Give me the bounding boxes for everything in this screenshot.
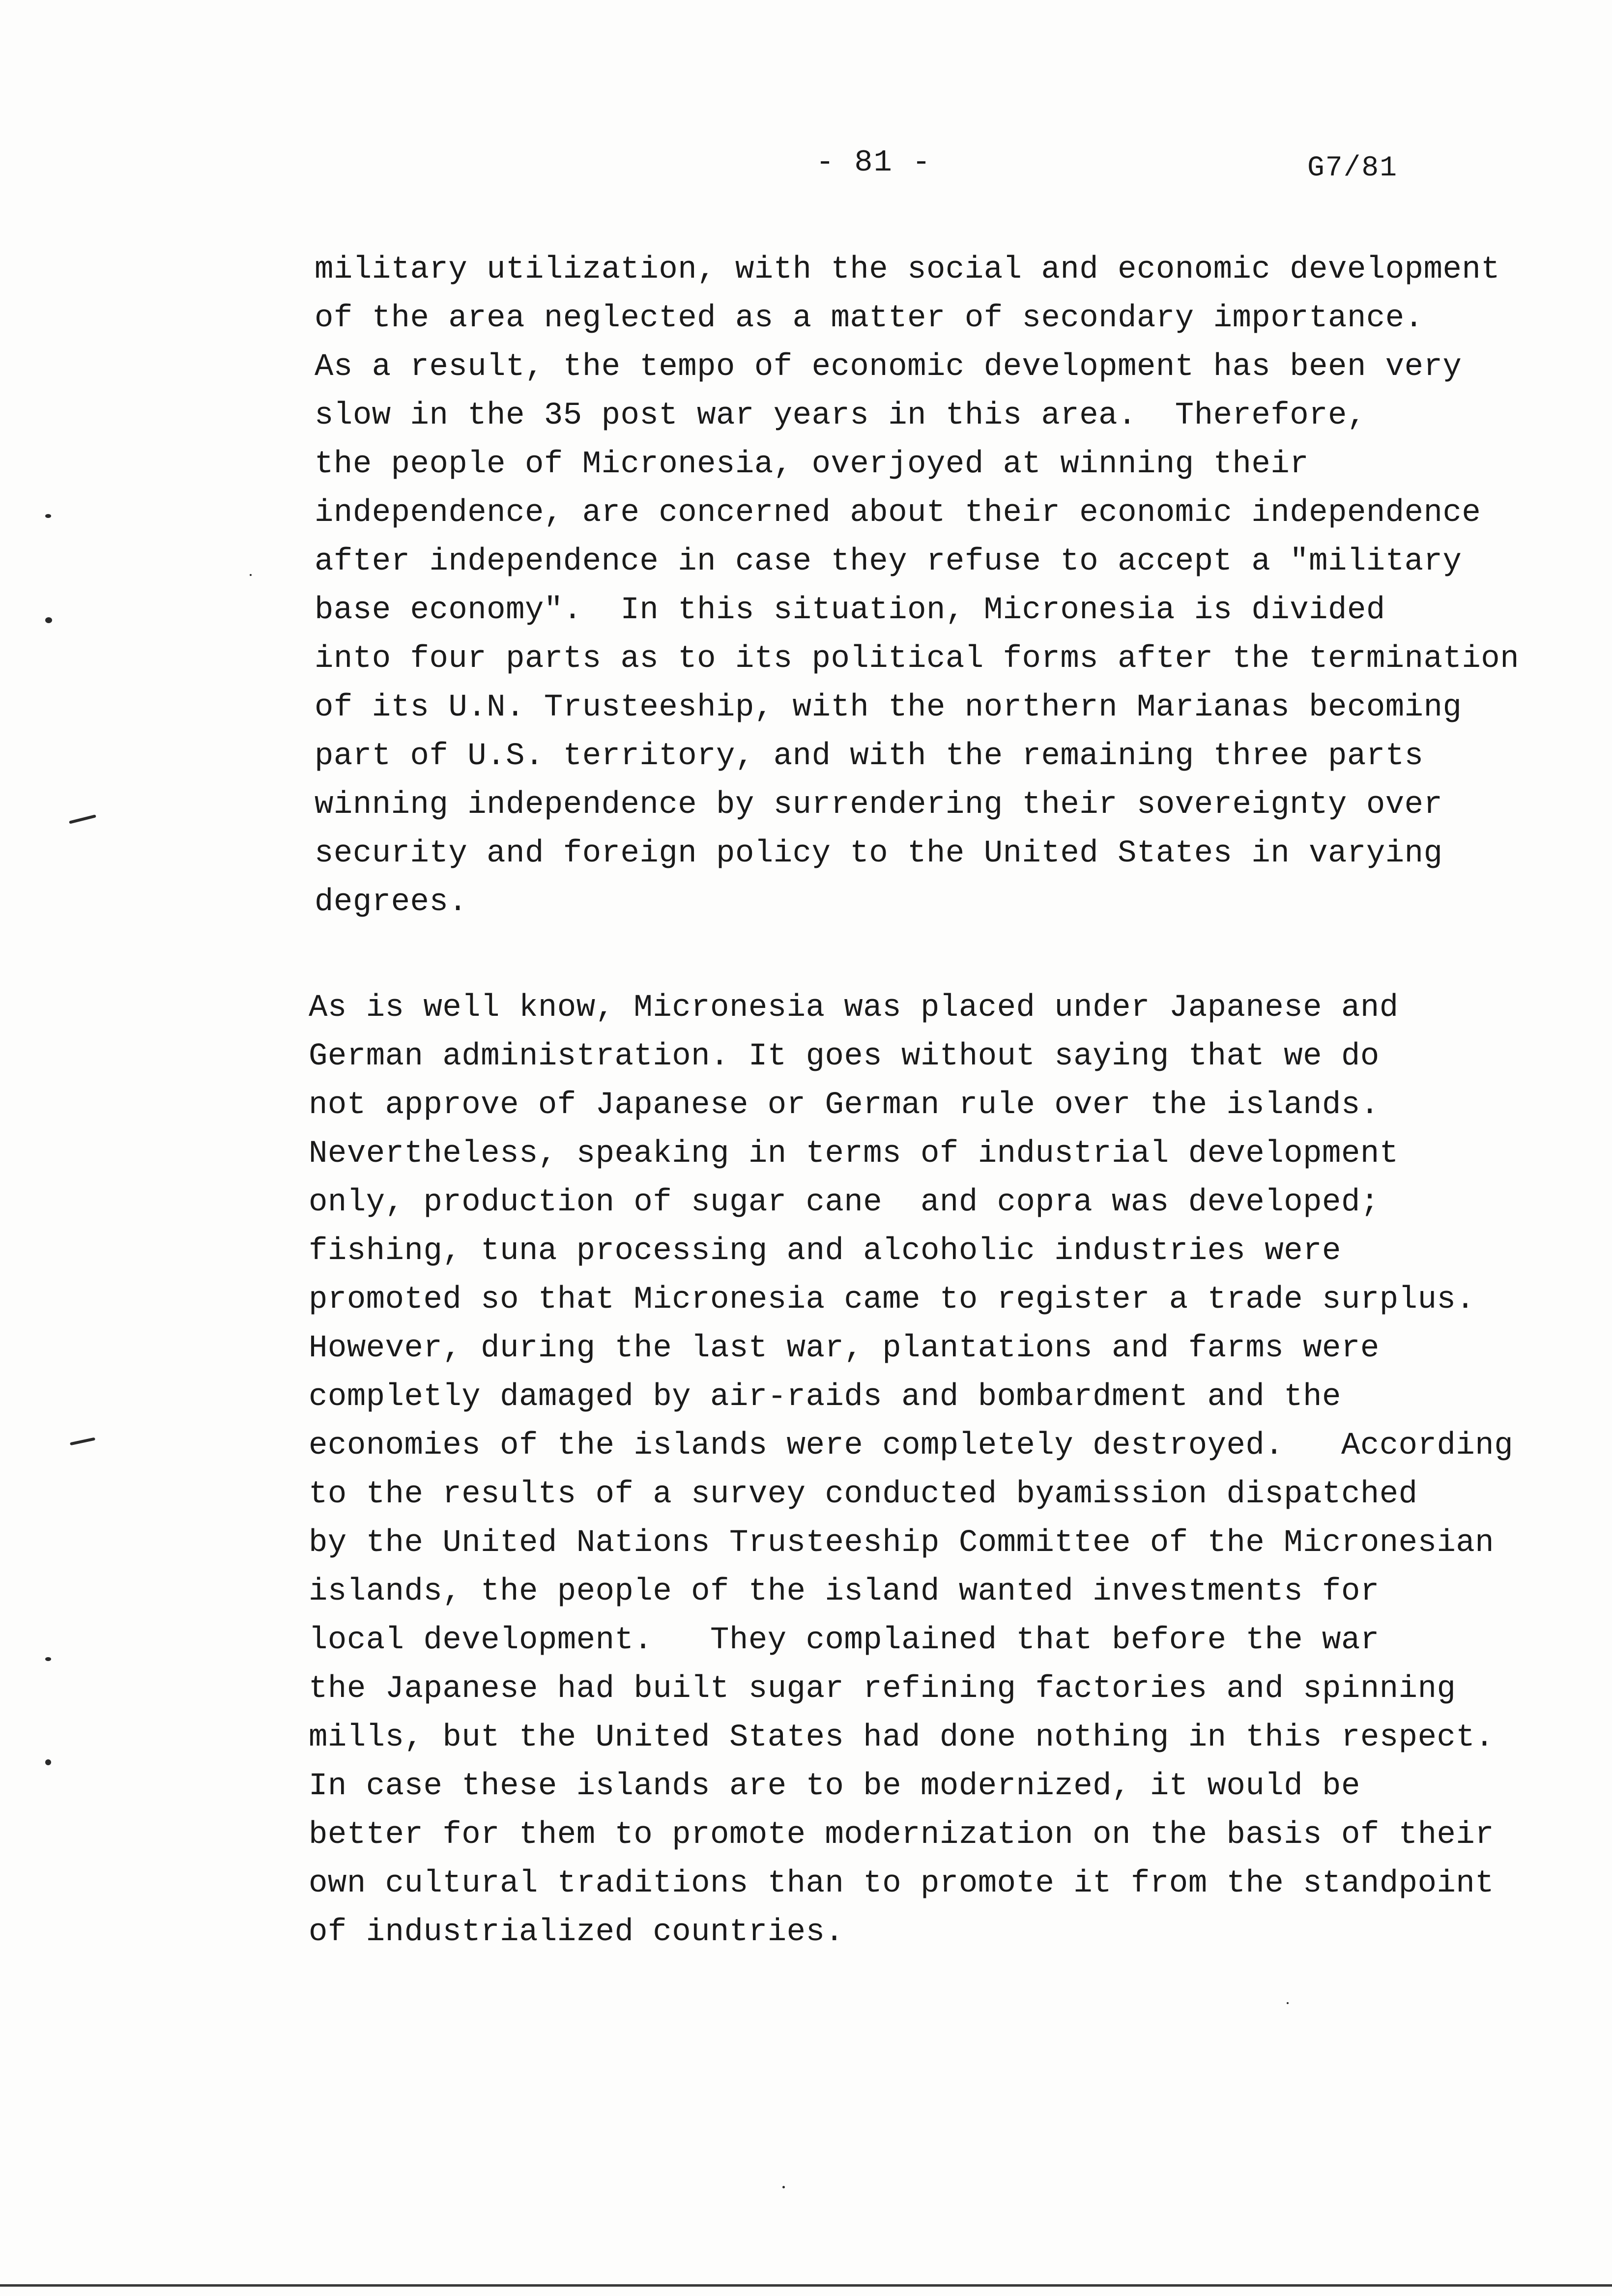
text-line: base economy". In this situation, Micronesia is divided: [315, 593, 1385, 628]
page-bottom-rule: [0, 2284, 1612, 2287]
text-line: part of U.S. territory, and with the remaining three parts: [315, 739, 1424, 774]
text-line: to the results of a survey conducted byamission dispatched: [309, 1477, 1418, 1512]
text-line: promoted so that Micronesia came to register a trade surplus.: [309, 1282, 1475, 1318]
text-line: own cultural traditions than to promote it from the standpoint: [309, 1866, 1495, 1901]
page-number: - 81 -: [816, 145, 932, 180]
text-line: by the United Nations Trusteeship Committee of the Micronesian: [309, 1525, 1495, 1561]
margin-dot: [250, 574, 252, 576]
text-line: the people of Micronesia, overjoyed at winning their: [315, 447, 1309, 482]
text-line: of the area neglected as a matter of secondary importance.: [315, 301, 1424, 336]
document-reference: G7/81: [1307, 152, 1398, 184]
text-line: However, during the last war, plantations and farms were: [309, 1331, 1380, 1366]
text-line: security and foreign policy to the United States in varying: [315, 836, 1443, 871]
text-line: not approve of Japanese or German rule over the islands.: [309, 1088, 1380, 1123]
margin-dot: [45, 617, 52, 623]
text-line: after independence in case they refuse to accept a "military: [315, 544, 1462, 579]
text-line: In case these islands are to be modernized, it would be: [309, 1769, 1360, 1804]
text-line: winning independence by surrendering their sovereignty over: [315, 787, 1443, 823]
text-line: economies of the islands were completely destroyed. According: [309, 1428, 1514, 1464]
text-line: As is well know, Micronesia was placed under Japanese and: [309, 990, 1399, 1026]
text-line: only, production of sugar cane and copra was developed;: [309, 1185, 1380, 1220]
text-line: fishing, tuna processing and alcoholic industries were: [309, 1234, 1341, 1269]
paragraph-1: [315, 246, 1612, 927]
paragraph-2: [309, 984, 1612, 1957]
text-line: German administration. It goes without saying that we do: [309, 1039, 1380, 1074]
margin-tick: [70, 1437, 95, 1446]
text-line: better for them to promote modernization on the basis of their: [309, 1817, 1495, 1853]
text-line: military utilization, with the social and economic development: [315, 252, 1500, 287]
text-line: local development. They complained that before the war: [309, 1623, 1380, 1658]
text-line: into four parts as to its political forms after the termination: [315, 641, 1520, 677]
text-line: of industrialized countries.: [309, 1915, 844, 1950]
text-line: degrees.: [315, 885, 468, 920]
text-line: of its U.N. Trusteeship, with the northern Marianas becoming: [315, 690, 1462, 725]
margin-dot: [45, 1759, 51, 1765]
text-line: As a result, the tempo of economic development has been very: [315, 349, 1462, 385]
text-line: independence, are concerned about their economic independence: [315, 495, 1481, 531]
margin-dot: [782, 2186, 785, 2188]
margin-dot: [45, 1657, 51, 1661]
text-line: Nevertheless, speaking in terms of industrial development: [309, 1136, 1399, 1172]
margin-dot: [45, 514, 51, 518]
text-line: the Japanese had built sugar refining factories and spinning: [309, 1671, 1456, 1707]
margin-dot: [1287, 2002, 1289, 2004]
text-line: islands, the people of the island wanted investments for: [309, 1574, 1380, 1609]
margin-tick: [69, 814, 96, 824]
text-line: mills, but the United States had done nothing in this respect.: [309, 1720, 1495, 1755]
text-line: slow in the 35 post war years in this area. Therefore,: [315, 398, 1366, 433]
text-line: completly damaged by air-raids and bombardment and the: [309, 1379, 1341, 1415]
